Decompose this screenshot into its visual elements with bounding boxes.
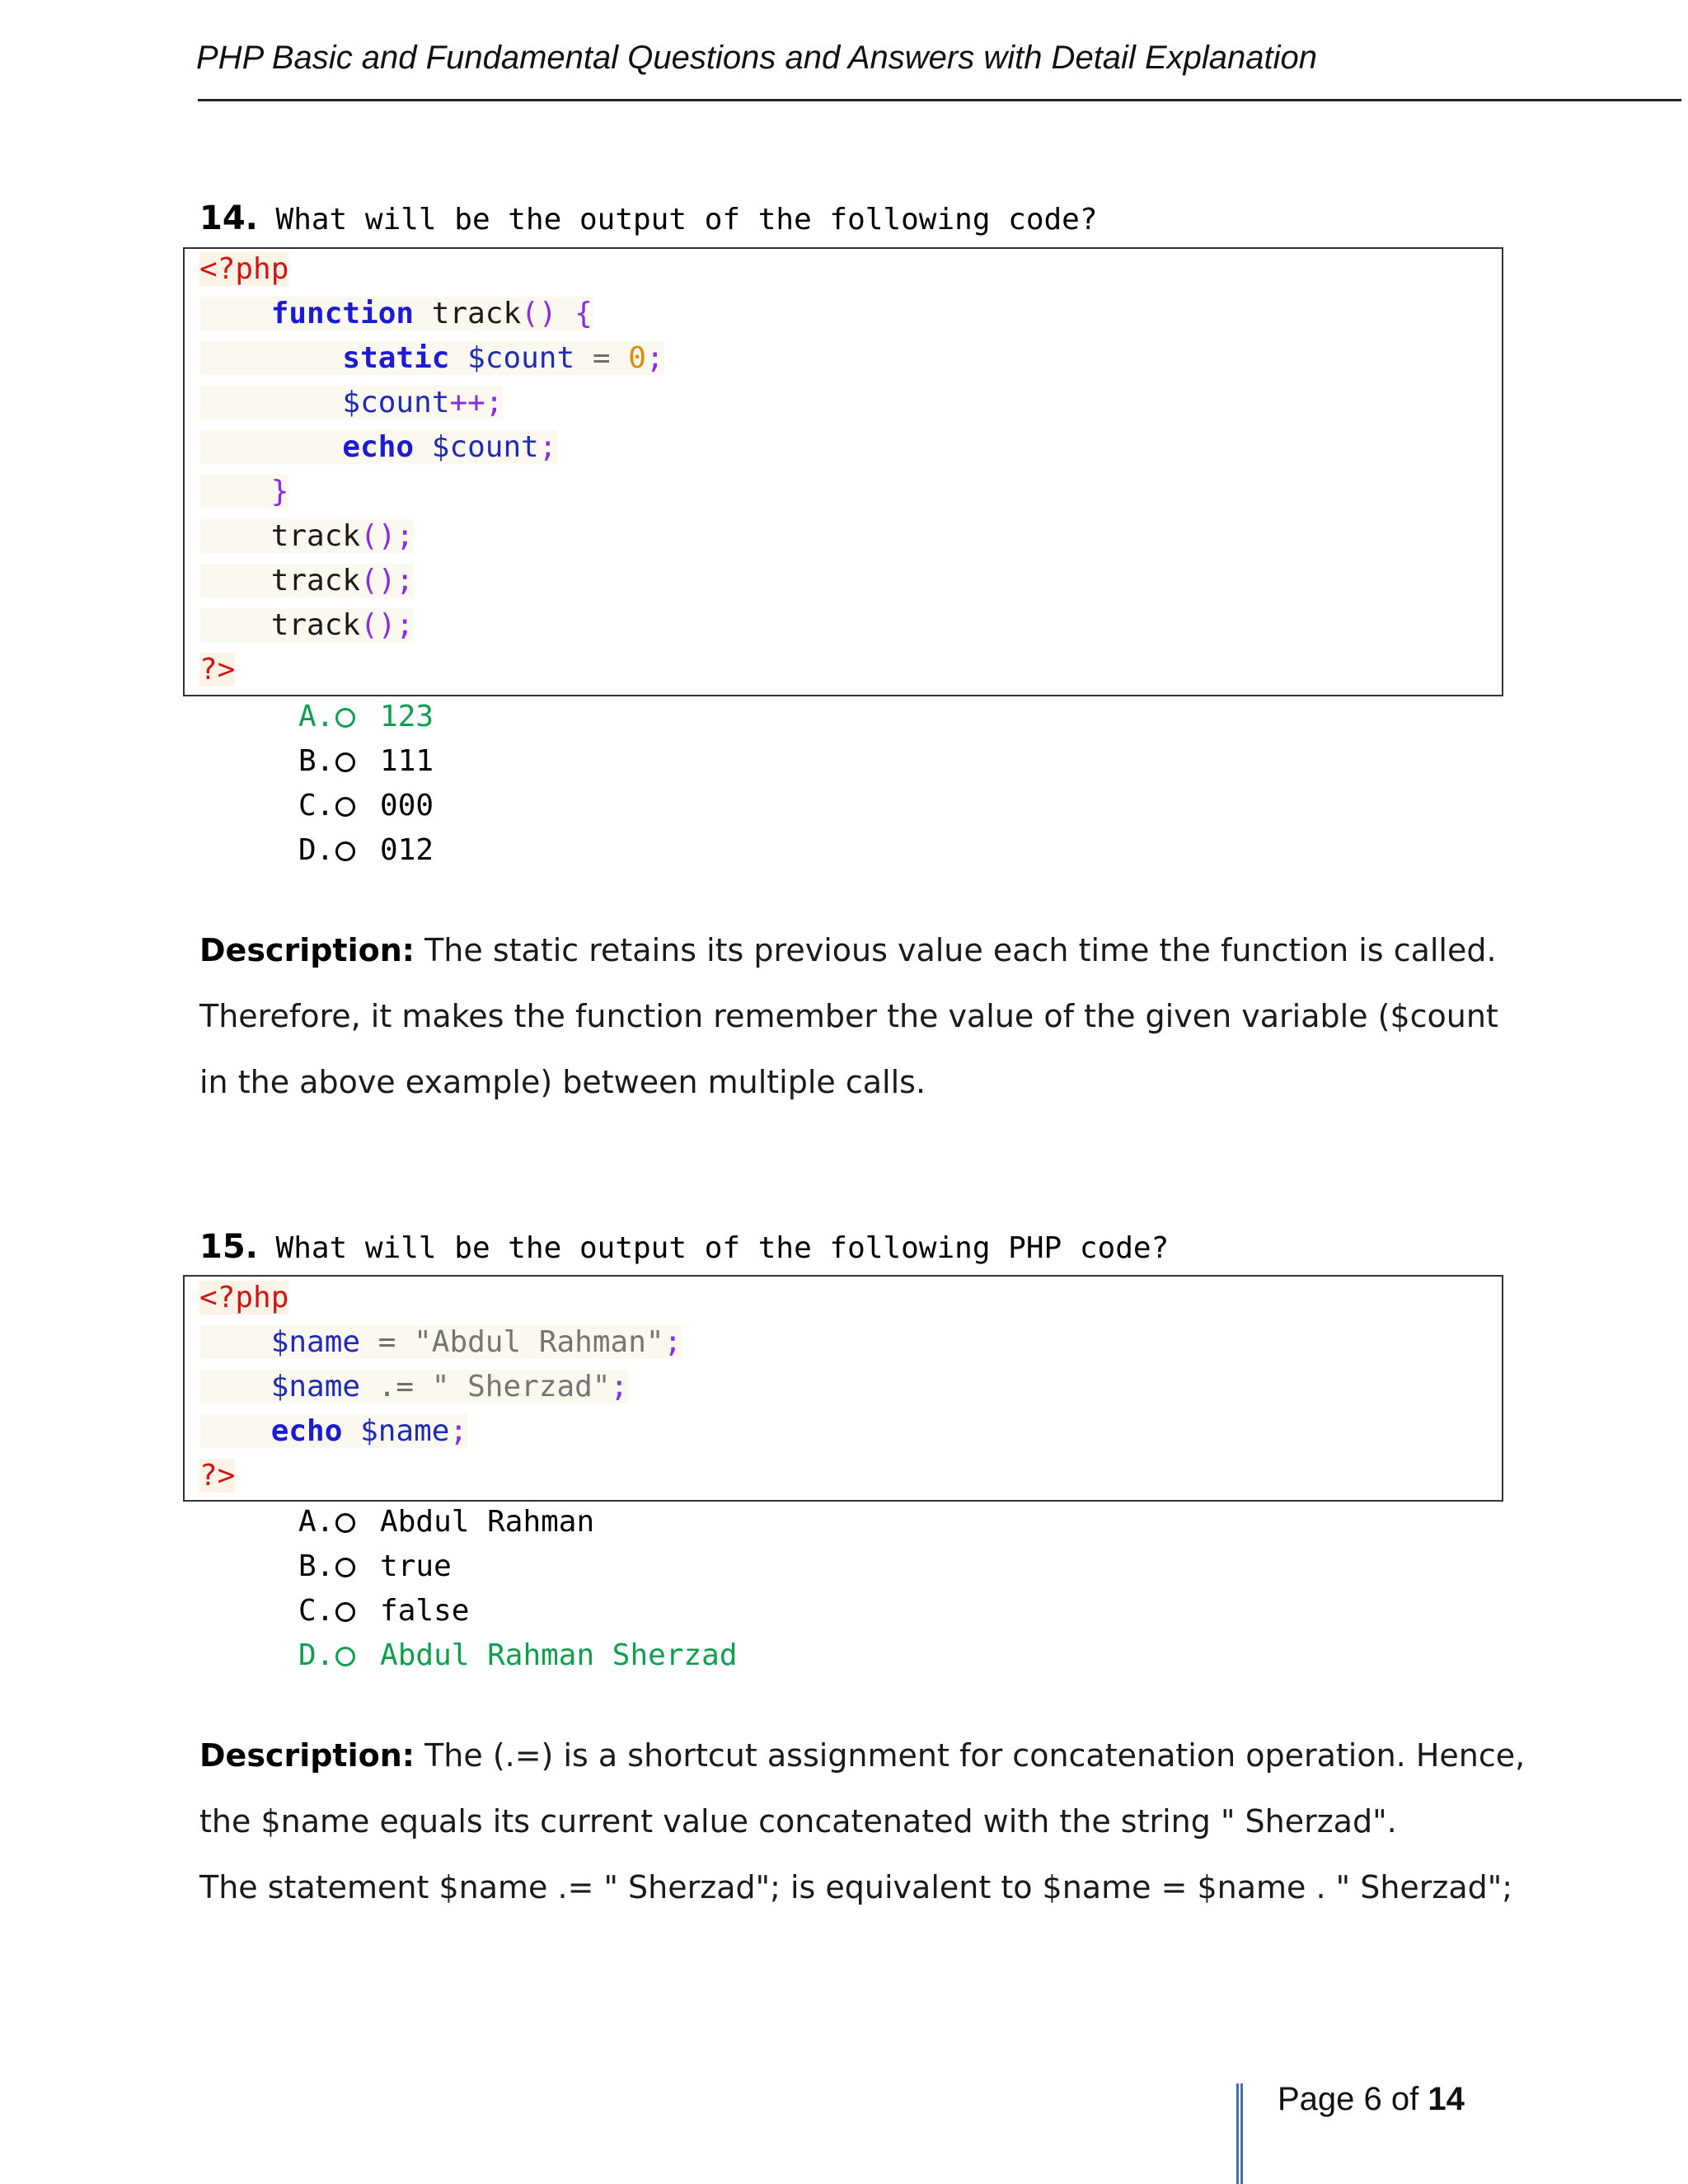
code-string: " Sherzad" xyxy=(431,1370,611,1404)
option-text: 123 xyxy=(380,700,434,733)
description-label: Description: xyxy=(199,932,415,968)
option-a[interactable] xyxy=(298,1500,738,1544)
code-variable: $name xyxy=(270,1370,361,1404)
option-letter: D. xyxy=(298,1638,335,1672)
question-number: 15. xyxy=(199,1228,258,1266)
option-text: 000 xyxy=(380,789,434,823)
code-keyword: static xyxy=(342,341,450,375)
description-14 xyxy=(199,917,1535,1115)
option-c[interactable] xyxy=(298,784,434,828)
option-d[interactable] xyxy=(298,1633,738,1678)
code-keyword: echo xyxy=(342,430,415,464)
radio-icon[interactable] xyxy=(335,752,355,772)
radio-icon[interactable] xyxy=(335,797,355,817)
description-15 xyxy=(199,1722,1535,1920)
radio-icon[interactable] xyxy=(335,1558,355,1577)
option-letter: A. xyxy=(298,1505,335,1539)
option-c[interactable] xyxy=(298,1589,738,1633)
option-text: 111 xyxy=(380,744,434,778)
code-listing-14 xyxy=(199,247,664,692)
php-close-tag: ?> xyxy=(199,1459,236,1493)
option-letter: C. xyxy=(298,789,335,823)
php-close-tag: ?> xyxy=(199,653,236,687)
code-function-name: track xyxy=(414,297,522,330)
radio-icon[interactable] xyxy=(335,1602,355,1622)
option-d[interactable] xyxy=(298,828,434,873)
question-text: What will be the output of the following PHP code? xyxy=(257,1231,1170,1265)
code-function-call: track xyxy=(270,519,361,553)
question-number: 14. xyxy=(199,199,258,237)
radio-icon[interactable] xyxy=(335,1513,355,1533)
option-text: true xyxy=(380,1549,452,1583)
page-number-prefix: Page 6 of xyxy=(1278,2081,1428,2117)
code-function-call: track xyxy=(270,564,361,598)
document-header: PHP Basic and Fundamental Questions and Answers with Detail Explanation xyxy=(196,40,1317,76)
code-operator: = xyxy=(360,1325,415,1359)
question-14-prompt xyxy=(199,199,1098,237)
code-operator: .= xyxy=(360,1370,432,1404)
option-text: Abdul Rahman Sherzad xyxy=(380,1638,738,1672)
option-letter: B. xyxy=(298,1549,335,1583)
option-letter: B. xyxy=(298,744,335,778)
question-15-prompt xyxy=(199,1228,1169,1266)
option-text: Abdul Rahman xyxy=(380,1505,595,1539)
code-operator: = xyxy=(574,341,629,375)
options-list-15 xyxy=(298,1500,738,1678)
description-text: The (.=) is a shortcut assignment for concatenation operation. Hence, the $name equals its current value concatenated with the string " Sherzad". xyxy=(199,1737,1526,1840)
description-label: Description: xyxy=(199,1737,415,1774)
php-open-tag: <?php xyxy=(199,1281,289,1315)
code-punctuation: () { xyxy=(521,297,593,330)
footer-divider xyxy=(1236,2083,1243,2184)
code-variable: $name xyxy=(342,1414,450,1448)
description-text-2: The statement $name .= " Sherzad"; is equivalent to $name = $name . " Sherzad"; xyxy=(199,1869,1513,1905)
option-letter: C. xyxy=(298,1594,335,1628)
code-variable: $name xyxy=(270,1325,361,1359)
code-punctuation: ; xyxy=(538,430,557,464)
code-number: 0 xyxy=(628,341,646,375)
code-variable: $count xyxy=(342,386,450,419)
php-open-tag: <?php xyxy=(199,252,289,286)
options-list-14 xyxy=(298,695,434,873)
option-b[interactable] xyxy=(298,739,434,784)
radio-icon[interactable] xyxy=(335,841,355,861)
code-string: "Abdul Rahman" xyxy=(414,1325,664,1359)
option-text: false xyxy=(380,1594,470,1628)
page-number xyxy=(1278,2081,1465,2118)
option-a[interactable] xyxy=(298,695,434,739)
code-punctuation: ; xyxy=(663,1325,682,1359)
code-function-call: track xyxy=(270,608,361,642)
code-punctuation: (); xyxy=(360,519,415,553)
code-punctuation: ; xyxy=(449,1414,468,1448)
option-letter: A. xyxy=(298,700,335,733)
code-punctuation: } xyxy=(270,475,289,509)
radio-icon[interactable] xyxy=(335,708,355,728)
code-punctuation: ++; xyxy=(449,386,504,419)
option-b[interactable] xyxy=(298,1544,738,1589)
radio-icon[interactable] xyxy=(335,1647,355,1666)
question-text: What will be the output of the following code? xyxy=(257,203,1098,237)
code-punctuation: ; xyxy=(610,1370,629,1404)
code-keyword: echo xyxy=(270,1414,343,1448)
code-punctuation: (); xyxy=(360,564,415,598)
code-punctuation: (); xyxy=(360,608,415,642)
page-total: 14 xyxy=(1428,2081,1465,2117)
header-rule xyxy=(198,99,1681,101)
code-punctuation: ; xyxy=(645,341,664,375)
description-text: The static retains its previous value each time the function is called. Therefore, it makes the function remember the value of the given variable ($count in the above example) between multiple calls. xyxy=(199,932,1498,1100)
code-variable: $count xyxy=(449,341,575,375)
code-listing-15 xyxy=(199,1276,682,1498)
code-keyword: function xyxy=(270,297,415,330)
code-variable: $count xyxy=(414,430,539,464)
option-text: 012 xyxy=(380,833,434,867)
option-letter: D. xyxy=(298,833,335,867)
